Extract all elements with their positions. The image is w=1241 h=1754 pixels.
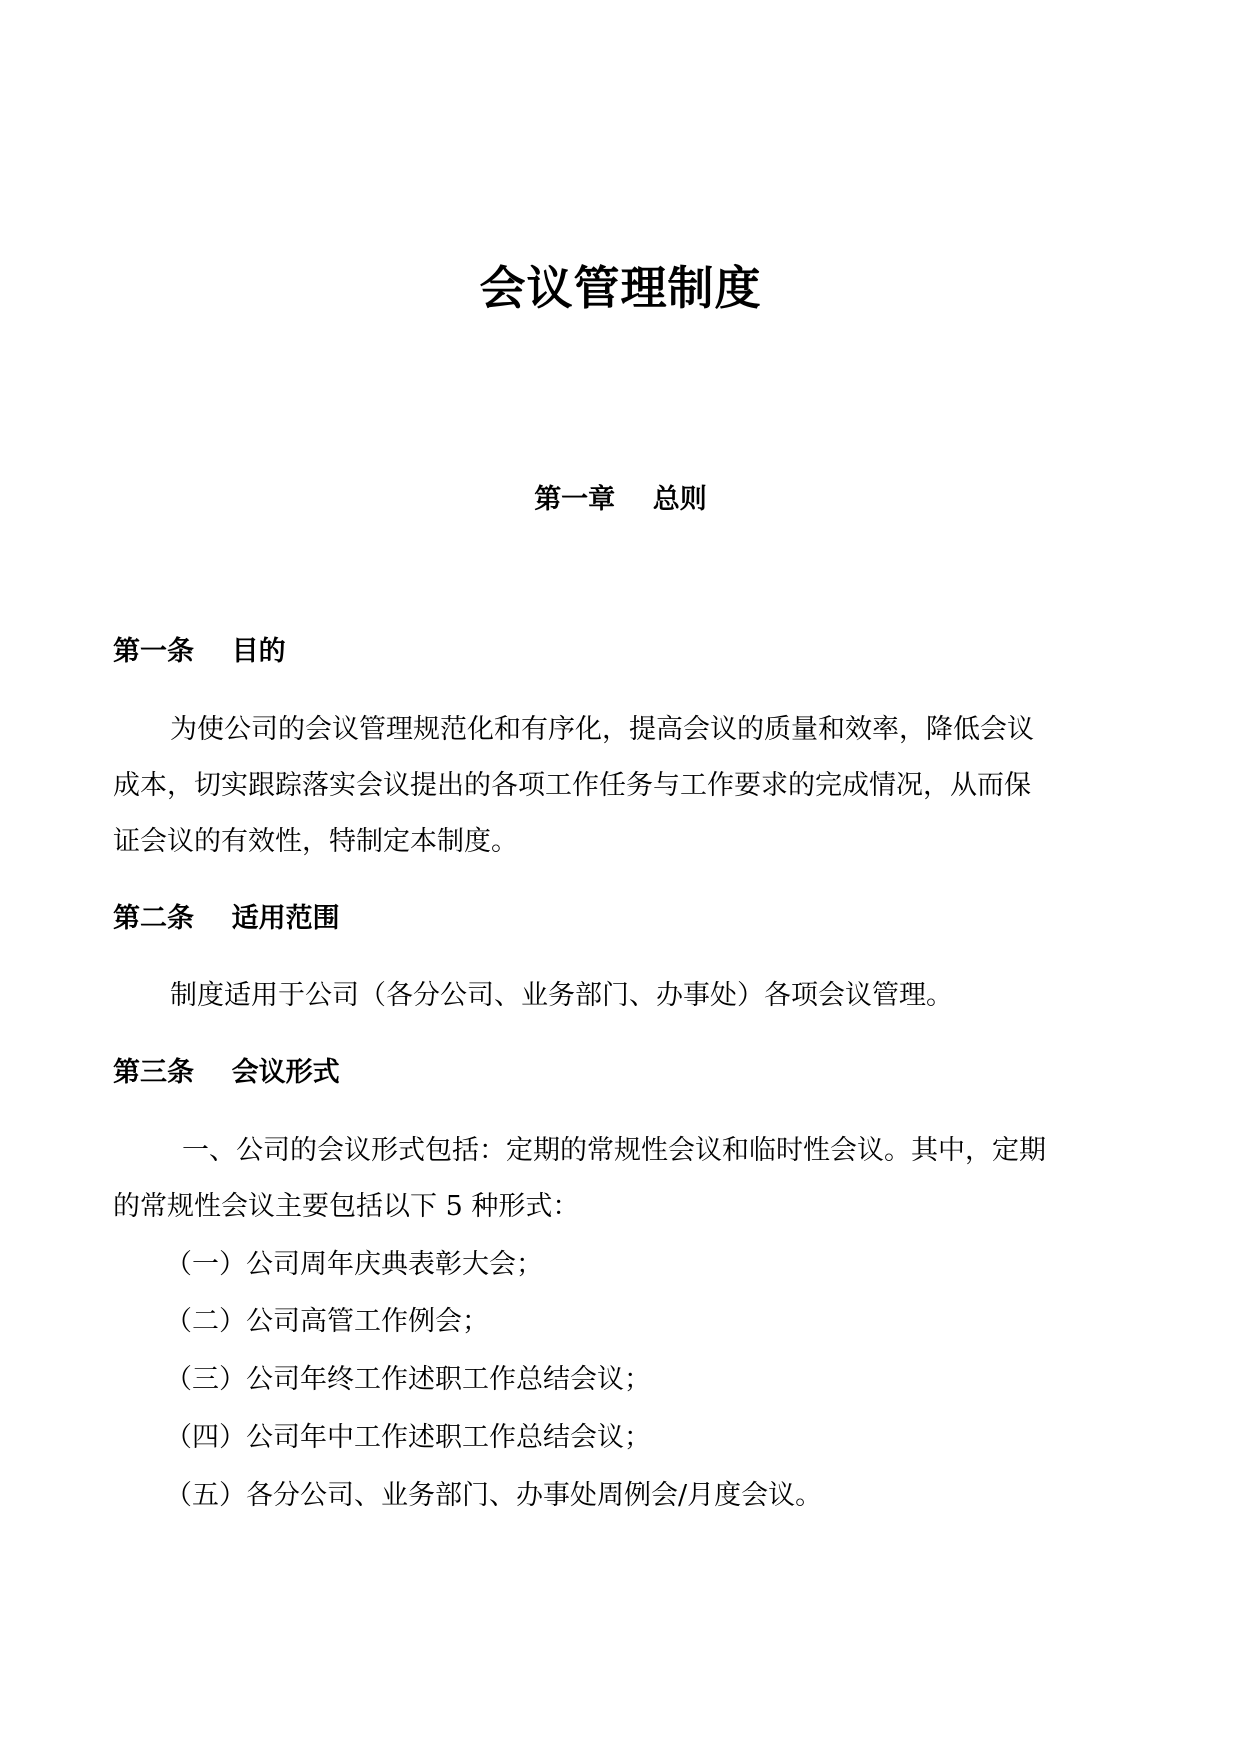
article-purpose-line-3: 证会议的有效性，特制定本制度。: [113, 826, 518, 857]
article-heading-purpose: 第一条 目的: [113, 636, 286, 667]
article-heading-scope: 第二条 适用范围: [113, 903, 340, 934]
list-item: （一）公司周年庆典表彰大会；: [165, 1249, 543, 1280]
article-scope-line-1: 制度适用于公司（各分公司、业务部门、办事处）各项会议管理。: [170, 980, 953, 1011]
chapter-heading: 第一章 总则: [534, 484, 707, 515]
list-item: （五）各分公司、业务部门、办事处周例会/月度会议。: [165, 1480, 823, 1511]
article-heading-meeting-forms: 第三条 会议形式: [113, 1057, 340, 1088]
list-item: （四）公司年中工作述职工作总结会议；: [165, 1422, 651, 1453]
article-purpose-line-2: 成本，切实跟踪落实会议提出的各项工作任务与工作要求的完成情况，从而保: [113, 770, 1031, 801]
article-purpose-line-1: 为使公司的会议管理规范化和有序化，提高会议的质量和效率，降低会议: [170, 714, 1034, 745]
document-title: 会议管理制度: [479, 261, 762, 315]
article-forms-line-2: 的常规性会议主要包括以下 5 种形式：: [113, 1191, 580, 1222]
list-item: （二）公司高管工作例会；: [165, 1306, 489, 1337]
article-forms-line-1: 一、公司的会议形式包括：定期的常规性会议和临时性会议。其中，定期: [182, 1135, 1046, 1166]
list-item: （三）公司年终工作述职工作总结会议；: [165, 1364, 651, 1395]
